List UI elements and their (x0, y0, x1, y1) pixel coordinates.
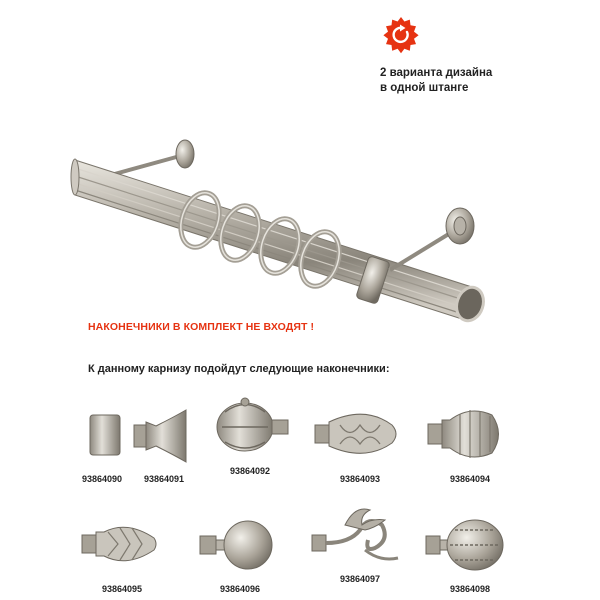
finial-code: 93864092 (229, 466, 271, 476)
finial-item[interactable] (310, 500, 410, 590)
ornate-crown-finial-icon (200, 392, 300, 462)
design-note-line2: в одной штанге (380, 82, 469, 94)
ribbed-acorn-finial-icon (420, 400, 520, 470)
finial-code: 93864093 (339, 474, 381, 484)
finial-item[interactable] (420, 400, 520, 490)
pinecone-finial-icon (72, 510, 172, 580)
finial-code: 93864090 (81, 474, 123, 484)
ball-finial-icon (190, 510, 290, 580)
finial-code: 93864091 (143, 474, 185, 484)
design-note (380, 66, 580, 96)
refresh-star-badge-icon (380, 14, 422, 56)
finial-item[interactable] (310, 400, 410, 490)
finial-item[interactable] (420, 510, 520, 600)
finial-code: 93864097 (339, 574, 381, 584)
patterned-ball-finial-icon (420, 510, 520, 580)
filigree-egg-finial-icon (310, 400, 410, 470)
finial-code: 93864096 (219, 584, 261, 594)
finial-code: 93864094 (449, 474, 491, 484)
finial-item[interactable] (200, 392, 300, 482)
leaf-scroll-finial-icon (310, 500, 410, 570)
finial-code: 93864098 (449, 584, 491, 594)
flared-cap-finial-icon (114, 400, 214, 470)
finial-item[interactable] (190, 510, 290, 600)
finial-code: 93864095 (101, 584, 143, 594)
finial-item[interactable] (72, 510, 172, 600)
finial-item[interactable] (114, 400, 214, 490)
finials-not-included-warning: НАКОНЕЧНИКИ В КОМПЛЕКТ НЕ ВХОДЯТ ! (88, 321, 315, 333)
curtain-rod-image (40, 120, 560, 335)
design-note-line1: 2 варианта дизайна (380, 67, 493, 79)
suitable-finials-heading: К данному карнизу подойдут следующие наконечники: (88, 363, 390, 375)
